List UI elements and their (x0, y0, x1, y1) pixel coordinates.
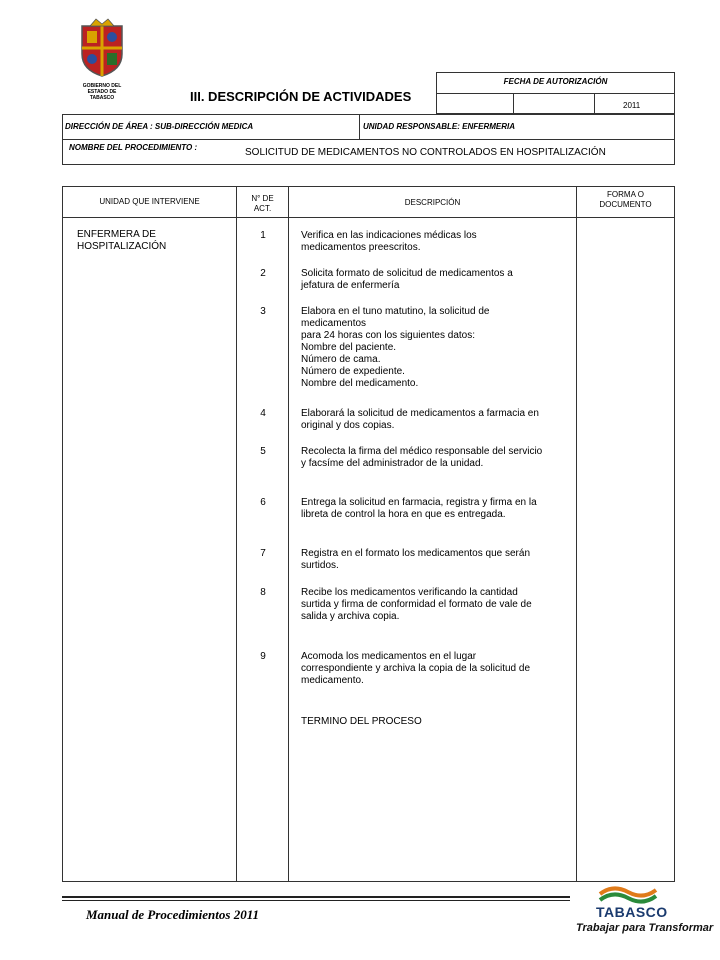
activity-number: 3 (260, 306, 266, 317)
activities-table (62, 186, 675, 882)
area-label: DIRECCIÓN DE ÁREA : SUB-DIRECCIÓN MEDICA (65, 122, 254, 131)
authorization-box (436, 72, 675, 114)
column-header-description: DESCRIPCIÓN (404, 198, 461, 207)
seal-text-line: ESTADO DE (87, 89, 117, 95)
tabasco-logo-name: TABASCO (596, 904, 668, 920)
unit-label: UNIDAD RESPONSABLE: ENFERMERIA (363, 122, 516, 131)
column-header-form: FORMA O DOCUMENTO (599, 190, 652, 209)
column-header-unit: UNIDAD QUE INTERVIENE (99, 197, 200, 206)
column-header-number: N° DE ACT. (251, 194, 274, 213)
activity-number: 9 (260, 651, 266, 662)
activity-number: 8 (260, 587, 266, 598)
authorization-label: FECHA DE AUTORIZACIÓN (503, 77, 608, 86)
procedure-label: NOMBRE DEL PROCEDIMIENTO : (69, 143, 198, 152)
page-title: III. DESCRIPCIÓN DE ACTIVIDADES (190, 89, 412, 104)
activity-description: Acomoda los medicamentos en el lugar correspondiente y archiva la copia de la solicitud de medicamento. (301, 651, 531, 686)
tabasco-logo (576, 884, 714, 940)
activity-description: Entrega la solicitud en farmacia, registra y firma en la libreta de control la hora en que es entregada. (301, 497, 537, 520)
activity-number: 6 (260, 497, 266, 508)
activity-description: Recolecta la firma del médico responsable del servicio y facsíme del administrador de la unidad. (301, 446, 543, 469)
area-unit-row (62, 114, 675, 140)
manual-footer: Manual de Procedimientos 2011 (86, 907, 259, 922)
procedure-row (62, 139, 675, 165)
activity-description: Elabora en el tuno matutino, la solicitud de medicamentos para 24 horas con los siguientes datos: Nombre del paciente. Número de cama. Número de expediente. Nombre del medicamento. (301, 306, 490, 389)
seal-text-line: GOBIERNO DEL (82, 83, 122, 89)
activity-number: 1 (260, 230, 266, 241)
seal-text-line: TABASCO (89, 95, 115, 101)
authorization-year: 2011 (623, 101, 641, 110)
activity-description: Recibe los medicamentos verificando la cantidad surtida y firma de conformidad el formato de vale de salida y archiva copia. (301, 587, 532, 622)
procedure-name: SOLICITUD DE MEDICAMENTOS NO CONTROLADOS EN HOSPITALIZACIÓN (245, 147, 606, 158)
activity-description: Solicita formato de solicitud de medicamentos a jefatura de enfermería (301, 268, 513, 291)
activity-description: Verifica en las indicaciones médicas los medicamentos preescritos. (301, 230, 477, 253)
activity-number: 5 (260, 446, 266, 457)
state-seal (70, 18, 134, 101)
activity-number: 4 (260, 408, 266, 419)
activity-number: 7 (260, 548, 266, 559)
activity-description: Elaborará la solicitud de medicamentos a farmacia en original y dos copias. (301, 408, 539, 431)
activity-description: Registra en el formato los medicamentos que serán surtidos. (301, 548, 531, 571)
end-of-process: TERMINO DEL PROCESO (301, 716, 422, 727)
unit-cell: ENFERMERA DE HOSPITALIZACIÓN (77, 229, 167, 252)
tabasco-slogan: Trabajar para Transformar (576, 922, 714, 934)
activity-number: 2 (260, 268, 266, 279)
